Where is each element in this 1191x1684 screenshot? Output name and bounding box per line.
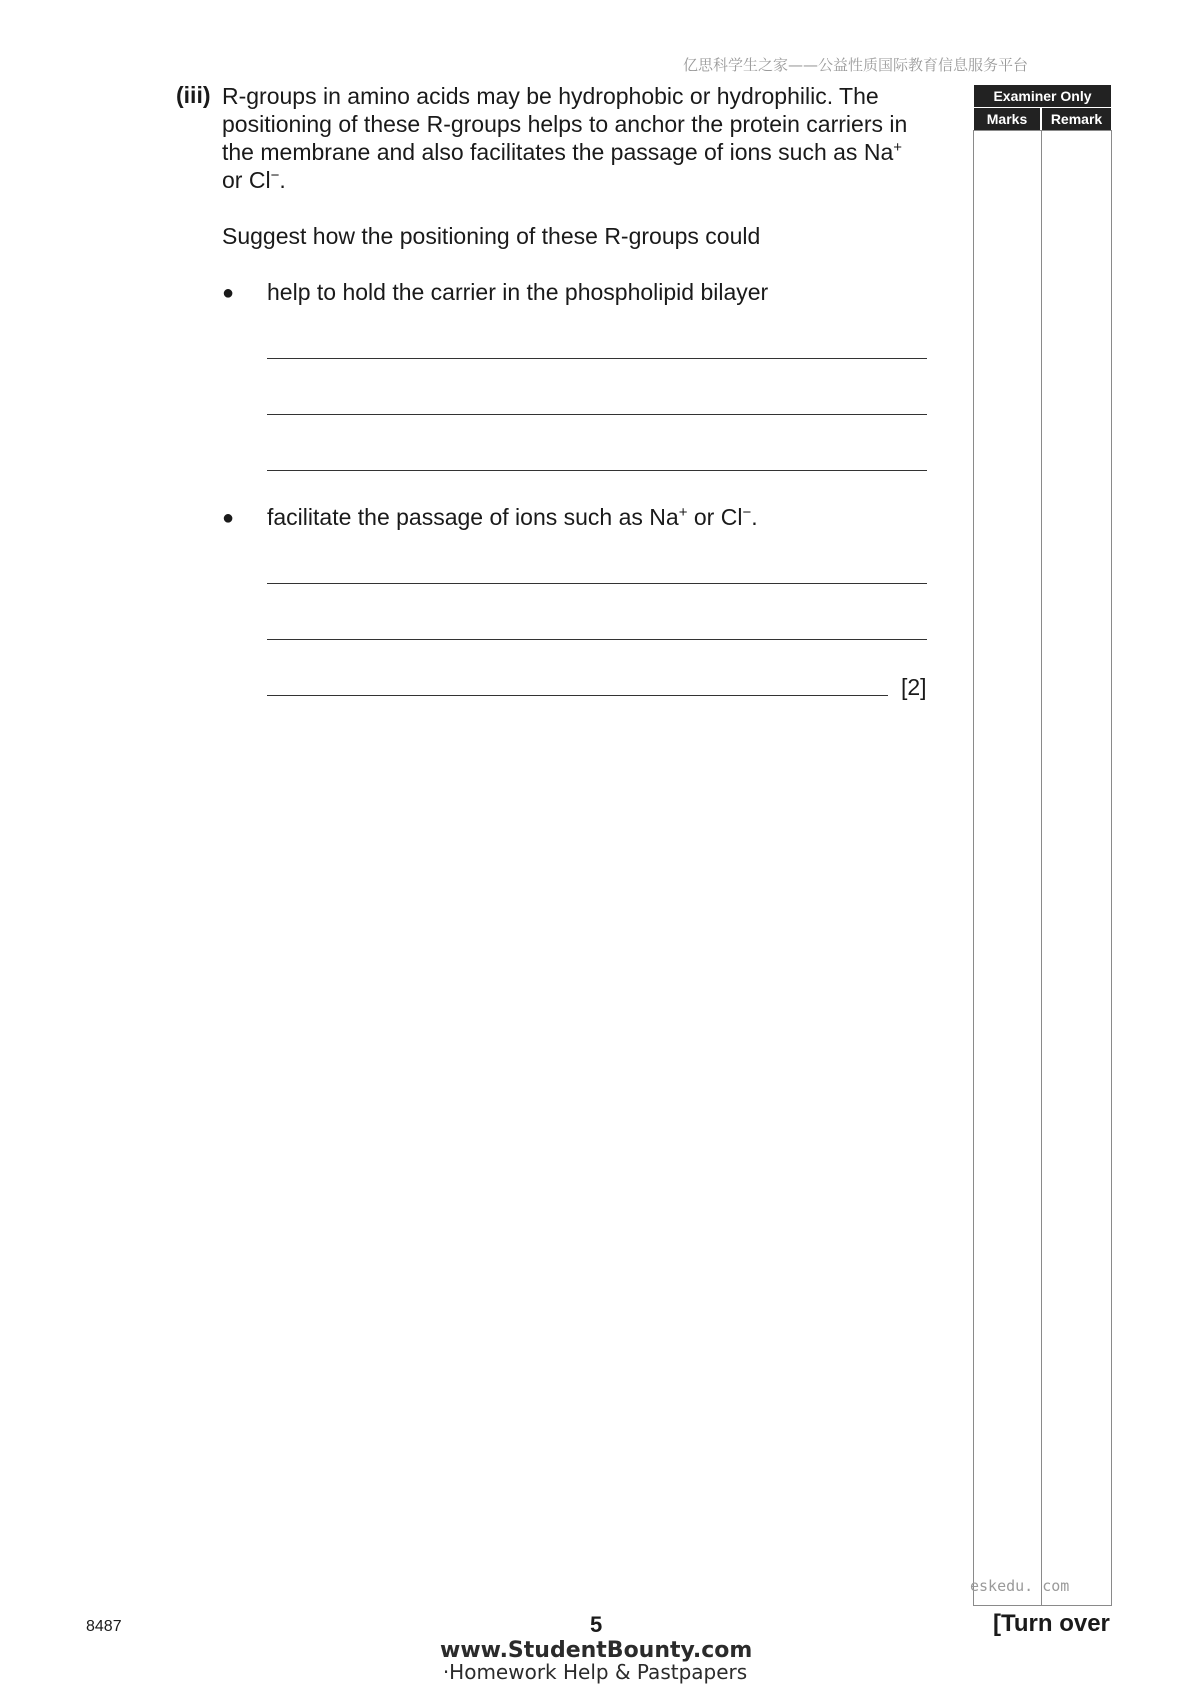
ion-chloride-charge: − (270, 167, 280, 184)
marks-column[interactable] (973, 130, 1042, 1606)
turn-over-label: [Turn over (993, 1610, 1110, 1637)
examiner-only-header: Examiner Only (974, 85, 1111, 107)
answer-line[interactable] (267, 470, 927, 471)
studentbounty-tagline: ·Homework Help & Pastpapers (442, 1660, 748, 1684)
bullet-text-hold-carrier: help to hold the carrier in the phospholipid bilayer (267, 279, 769, 305)
question-number: (iii) (176, 82, 211, 108)
answer-line[interactable] (267, 695, 888, 696)
ion-chloride-charge: − (742, 504, 752, 521)
answer-line[interactable] (267, 414, 927, 415)
ion-chloride: Cl (248, 167, 271, 193)
answer-line[interactable] (267, 583, 927, 584)
marks-allocation: [2] (901, 674, 927, 700)
question-paragraph (222, 82, 922, 194)
ion-chloride: Cl (720, 504, 743, 530)
bullet-end: . (751, 504, 758, 530)
studentbounty-logo-text: www.StudentBounty.com (440, 1638, 753, 1663)
bullet-text-start: facilitate the passage of ions such as (267, 504, 650, 530)
ion-sodium-charge: + (678, 504, 688, 521)
ion-sodium: Na (649, 504, 679, 530)
paragraph-end: . (279, 167, 286, 193)
paragraph-text: R-groups in amino acids may be hydrophobic or hydrophilic. The positioning of these R-groups helps to anchor the protein carriers in the membrane and also facilitates the passage of ions such as (222, 83, 908, 165)
answer-line[interactable] (267, 358, 927, 359)
paper-code: 8487 (86, 1618, 122, 1635)
remark-column[interactable] (1041, 130, 1112, 1606)
ion-sodium-charge: + (893, 139, 902, 156)
answer-line[interactable] (267, 639, 927, 640)
remark-column-header: Remark (1042, 108, 1111, 130)
page-number: 5 (590, 1612, 603, 1637)
bullet-icon: ● (222, 282, 235, 304)
question-prompt: Suggest how the positioning of these R-groups could (222, 223, 761, 249)
ion-sodium: Na (863, 139, 894, 165)
marks-column-header: Marks (974, 108, 1040, 130)
paragraph-or: or (222, 167, 249, 193)
bullet-icon: ● (222, 507, 235, 529)
bullet-or: or (687, 504, 721, 530)
bullet-text-facilitate-ions (267, 504, 758, 531)
footer-watermark: eskedu. com (970, 1577, 1070, 1595)
header-watermark: 亿思科学生之家——公益性质国际教育信息服务平台 (683, 56, 1029, 74)
